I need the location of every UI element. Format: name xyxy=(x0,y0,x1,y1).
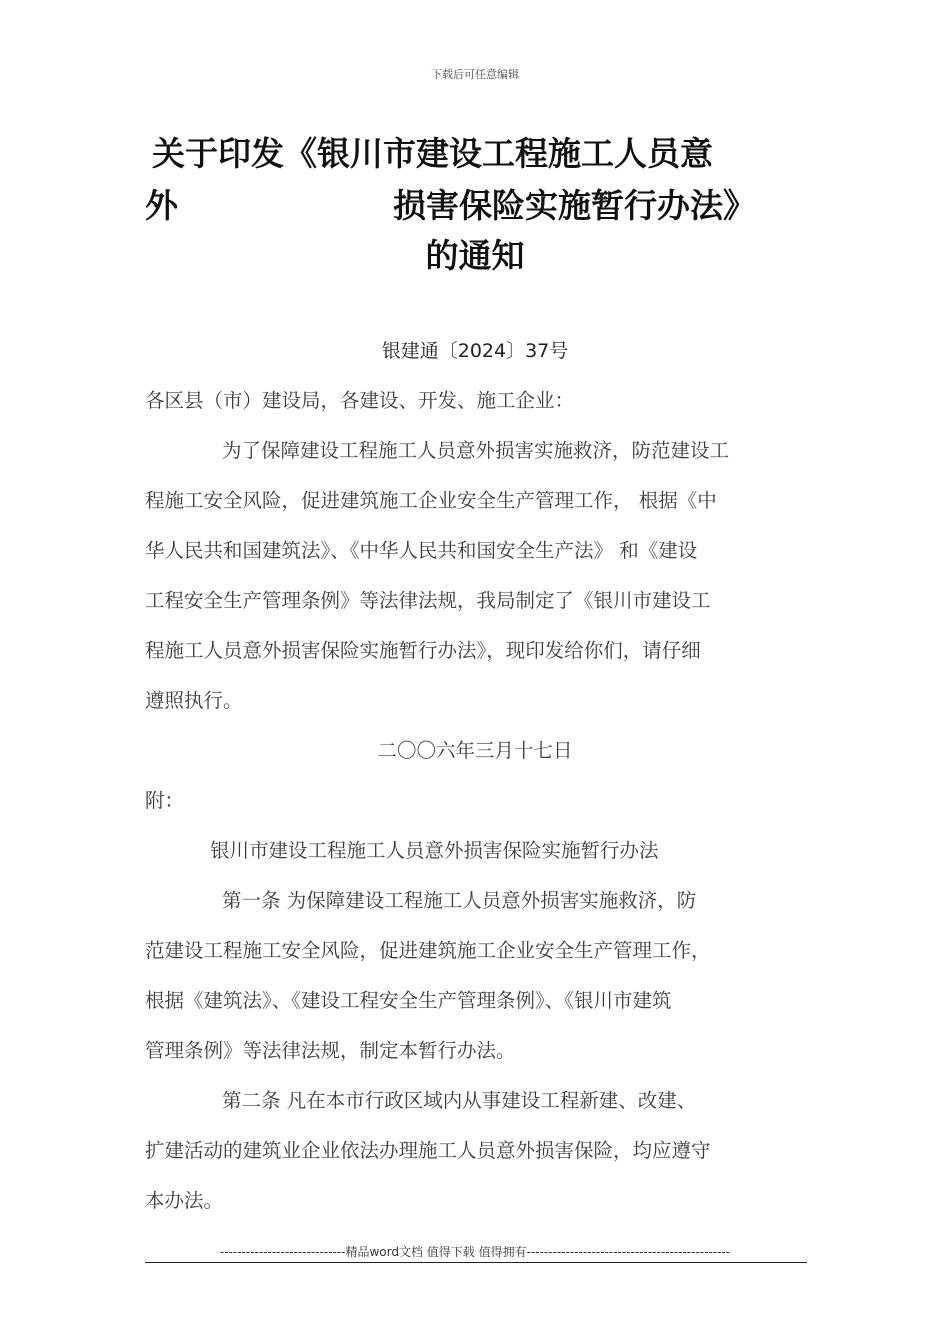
footer-rule xyxy=(145,1262,807,1263)
issue-date: 二〇〇六年三月十七日 xyxy=(377,739,573,762)
body-line: 工程安全生产管理条例》等法律法规，我局制定了《银川市建设工 xyxy=(145,589,711,612)
body-line: 程施工人员意外损害保险实施暂行办法》，现印发给你们，请仔细 xyxy=(145,639,701,662)
article-2-line: 本办法。 xyxy=(145,1189,224,1212)
article-1-line: 管理条例》等法律法规，制定本暂行办法。 xyxy=(145,1039,516,1062)
article-1-line: 根据《建筑法》、《建设工程安全生产管理条例》、《银川市建筑 xyxy=(145,989,672,1012)
attachment-title: 银川市建设工程施工人员意外损害保险实施暂行办法 xyxy=(210,839,659,862)
document-title-line-3: 的通知 xyxy=(425,236,525,275)
body-line: 华人民共和国建筑法》、《中华人民共和国安全生产法》 和《建设 xyxy=(145,539,698,562)
article-2-line: 扩建活动的建筑业企业依法办理施工人员意外损害保险，均应遵守 xyxy=(145,1139,711,1162)
attachment-label: 附： xyxy=(145,789,185,812)
article-2-line: 第二条 凡在本市行政区域内从事建设工程新建、改建、 xyxy=(222,1089,697,1112)
footer-text: -----------------------------精品word文档 值得下载 值得拥有----------------------------------------------- xyxy=(219,1245,731,1259)
body-line: 为了保障建设工程施工人员意外损害实施救济，防范建设工 xyxy=(222,439,730,462)
article-1-line: 第一条 为保障建设工程施工人员意外损害实施救济，防 xyxy=(222,889,697,912)
document-title-line-2-end: 损害保险实施暂行办法》 xyxy=(393,186,756,225)
addressee: 各区县（市）建设局，各建设、开发、施工企业： xyxy=(145,389,575,412)
body-line: 程施工安全风险，促进建筑施工企业安全生产管理工作， 根据《中 xyxy=(145,489,717,512)
body-line: 遵照执行。 xyxy=(145,689,243,712)
document-number: 银建通〔2024〕37号 xyxy=(381,340,569,362)
document-title-line-2-start: 外 xyxy=(145,186,178,225)
article-1-line: 范建设工程施工安全风险，促进建筑施工企业安全生产管理工作， xyxy=(145,939,711,962)
header-note: 下载后可任意编辑 xyxy=(431,68,519,81)
document-title-line-1: 关于印发《银川市建设工程施工人员意 xyxy=(152,134,713,173)
